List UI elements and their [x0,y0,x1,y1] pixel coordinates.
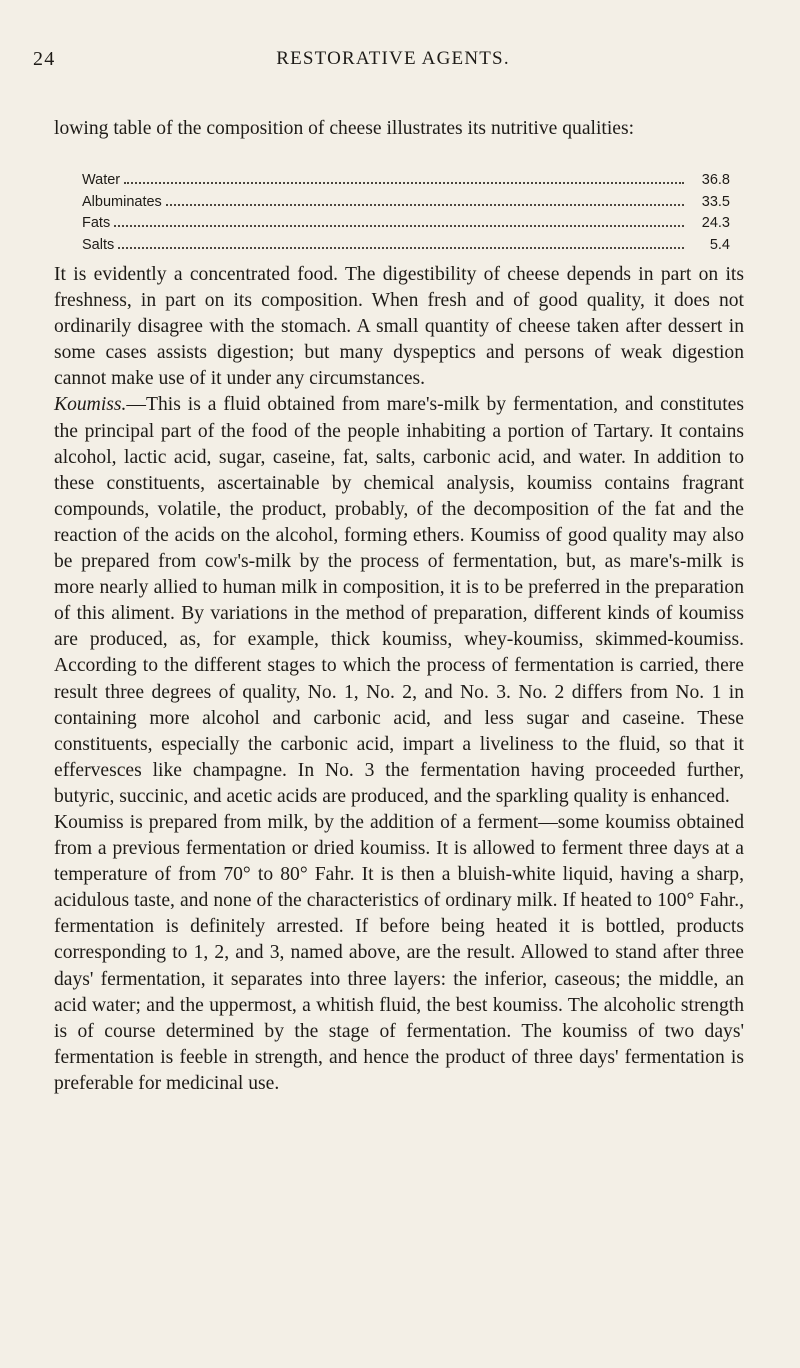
koumiss-description: —This is a fluid obtained from mare's-milk by fermentation, and constitutes the principal part of the food of the people inhabiting a portion of Tartary. It contains alcohol, lactic acid, sugar, caseine, fat, salts, carbonic acid, and water. In addition to these constituents, ascertainable by chemical analysis, koumiss contains fragrant compounds, volatile, the product, probably, of the decomposition of the fat and the reaction of the acids on the alcohol, forming ethers. Koumiss of good quality may also be prepared from cow's-milk by the process of fermentation, but, as mare's-milk is more nearly allied to human milk in composition, it is to be preferred in the preparation of this aliment. By variations in the method of preparation, different kinds of koumiss are produced, as, for example, thick koumiss, whey-koumiss, skimmed-koumiss. According to the different stages to which the process of fermentation is carried, there result three degrees of quality, No. 1, No. 2, and No. 3. No. 2 differs from No. 1 in containing more alcohol and carbonic acid, and less sugar and caseine. These constituents, especially the carbonic acid, impart a liveliness to the fluid, so that it effervesces like champagne. In No. 3 the fermentation having proceeded further, butyric, succinic, and acetic acids are produced, and the sparkling quality is enhanced. [54,394,744,807]
table-row [82,215,730,237]
row-value: 33.5 [701,193,730,210]
page-number: 24 [33,48,56,70]
running-title: RESTORATIVE AGENTS. [276,48,510,69]
intro-text [54,116,744,142]
body-text [54,262,744,1097]
row-value: 5.4 [709,236,730,253]
paragraph-koumiss-preparation: Koumiss is prepared from milk, by the addition of a ferment—some koumiss obtained from a previous fermentation or dried koumiss. It is allowed to ferment three days at a temperature of from 70° to 80° Fahr. It is then a bluish-white liquid, having a sharp, acidulous taste, and none of the characteristics of ordinary milk. If heated to 100° Fahr., fermentation is definitely arrested. If before being heated it is bottled, products corresponding to 1, 2, and 3, named above, are the result. Allowed to stand after three days' fermentation, it separates into three layers: the inferior, caseous; the middle, an acid water; and the uppermost, a whitish fluid, the best koumiss. The alcoholic strength is of course determined by the stage of fermentation. The koumiss of two days' fermentation is feeble in strength, and hence the product of three days' fermentation is preferable for medicinal use. [54,811,744,1094]
row-label: Water [82,172,121,188]
dot-leader [114,224,684,227]
paragraph-cheese-digestibility: It is evidently a concentrated food. The digestibility of cheese depends in part on its freshness, in part on its composition. When fresh and of good quality, it does not ordinarily disagree with the stomach. A small quantity of cheese taken after dessert in some cases assists digestion; but many dyspeptics and persons of weak digestion cannot make use of it under any circumstances. [54,264,744,390]
row-label: Fats [82,215,111,231]
row-label: Salts [82,236,115,253]
dot-leader [118,246,684,249]
row-value: 36.8 [701,172,730,188]
row-value: 24.3 [701,215,730,231]
running-head [33,48,733,78]
koumiss-term: Koumiss. [54,394,127,416]
dot-leader [124,181,684,184]
intro-paragraph: lowing table of the composition of cheese illustrates its nutritive qualities: [54,118,635,139]
dot-leader [166,203,684,206]
table-row [82,194,730,216]
table-row [82,172,730,194]
table-row [82,237,730,259]
row-label: Albuminates [82,193,162,210]
paragraph-koumiss [54,392,744,810]
composition-table [82,172,730,258]
